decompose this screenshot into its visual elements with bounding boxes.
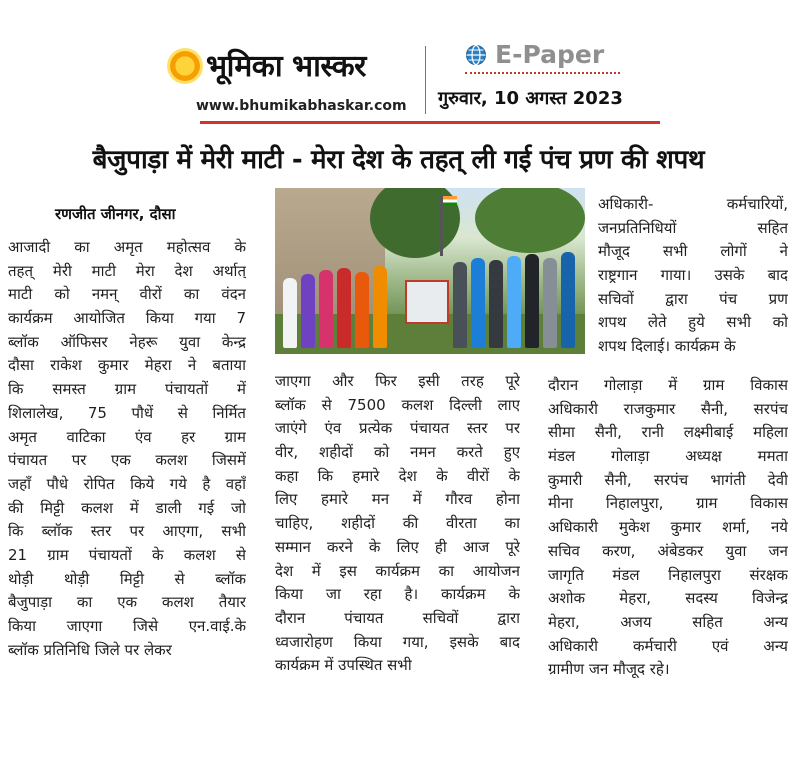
dotted-rule bbox=[465, 72, 620, 74]
text-line: अधिकारी मुकेश कुमार शर्मा, नये bbox=[548, 518, 788, 537]
photo-person bbox=[561, 252, 575, 348]
text-line: मौजूद सभी लोगों ने bbox=[598, 242, 788, 261]
article-column-2 bbox=[275, 370, 520, 678]
text-line: जागृति मंडल निहालपुरा संरक्षक bbox=[548, 565, 788, 584]
photo-person bbox=[319, 270, 333, 348]
article-column-3-top bbox=[598, 193, 788, 359]
photo-person bbox=[337, 268, 351, 348]
text-line: ब्लॉक ऑफिसर नेहरू युवा केन्द्र bbox=[8, 332, 246, 351]
text-line: ध्वजारोहण किया गया, इसके बाद bbox=[275, 632, 520, 651]
text-line: सम्मान करने के लिए ही आज पूरे bbox=[275, 537, 520, 556]
text-line: राष्ट्रगान गाया। उसके बाद bbox=[598, 266, 788, 285]
text-line: दौसा राकेश कुमार मेहरा ने बताया bbox=[8, 356, 246, 375]
text-line: देश में इस कार्यक्रम का आयोजन bbox=[275, 561, 520, 580]
globe-icon bbox=[465, 44, 487, 66]
masthead bbox=[0, 0, 797, 125]
text-line: अधिकारी कर्मचारी एवं अन्य bbox=[548, 636, 788, 655]
brand-url[interactable]: www.bhumikabhaskar.com bbox=[196, 98, 407, 114]
photo-person bbox=[543, 258, 557, 348]
text-line: कार्यक्रम आयोजित किया गया 7 bbox=[8, 309, 246, 328]
text-line: वीर, शहीदों को नमन करते हुए bbox=[275, 443, 520, 462]
text-line: माटी को नमन् वीरों का वंदन bbox=[8, 285, 246, 304]
brand-name: भूमिका भास्कर bbox=[206, 49, 366, 84]
text-line: शिलालेख, 75 पौधें से निर्मित bbox=[8, 403, 246, 422]
text-line: सचिव करण, अंबेडकर युवा जन bbox=[548, 541, 788, 560]
red-rule bbox=[200, 121, 660, 124]
masthead-divider bbox=[425, 46, 426, 114]
text-line: चाहिए, शहीदों की वीरता का bbox=[275, 514, 520, 533]
text-line: ग्रामीण जन मौजूद रहे। bbox=[548, 660, 670, 679]
text-line: थोड़ी थोड़ी मिट्टी से ब्लॉक bbox=[8, 569, 246, 588]
photo-person bbox=[283, 278, 297, 348]
text-line: तहत् मेरी माटी मेरा देश अर्थात् bbox=[8, 261, 246, 280]
photo-person bbox=[507, 256, 521, 348]
text-line: मेहरा, अजय सहित अन्य bbox=[548, 612, 788, 631]
text-line: शपथ लेते हुये सभी को bbox=[598, 313, 788, 332]
text-line: लिए हमारे मन में गौरव होना bbox=[275, 490, 520, 509]
text-line: बैजुपाड़ा का एक कलश तैयार bbox=[8, 593, 246, 612]
photo-person bbox=[373, 266, 387, 348]
article-column-1 bbox=[8, 236, 246, 662]
text-line: कहा कि हमारे देश के वीरों के bbox=[275, 466, 520, 485]
text-line: जहाँ पौधे रोपित किये गये है वहाँ bbox=[8, 474, 246, 493]
text-line: अशोक मेहरा, सदस्य विजेन्द्र bbox=[548, 589, 788, 608]
text-line: अधिकारी राजकुमार सैनी, सरपंच bbox=[548, 399, 788, 418]
text-line: सीमा सैनी, रानी लक्ष्मीबाई महिला bbox=[548, 423, 788, 442]
photo-person bbox=[471, 258, 485, 348]
text-line: कि ब्लॉक स्तर पर आएगा, सभी bbox=[8, 522, 246, 541]
text-line: ब्लॉक प्रतिनिधि जिले पर लेकर bbox=[8, 640, 172, 659]
flag-icon bbox=[440, 196, 443, 256]
text-line: किया जा रहा है। कार्यक्रम के bbox=[275, 585, 520, 604]
article-photo bbox=[275, 188, 585, 354]
photo-tree bbox=[475, 188, 585, 253]
article-headline: बैजुपाड़ा में मेरी माटी - मेरा देश के तहत् ली गई पंच प्रण की शपथ bbox=[92, 145, 705, 175]
photo-person bbox=[355, 272, 369, 348]
text-line: अमृत वाटिका एंव हर ग्राम bbox=[8, 427, 246, 446]
photo-person bbox=[525, 254, 539, 348]
text-line: पंचायत पर एक कलश जिसमें bbox=[8, 451, 246, 470]
photo-person bbox=[301, 274, 315, 348]
article-column-3-bottom bbox=[548, 374, 788, 682]
text-line: मीना निहालपुरा, ग्राम विकास bbox=[548, 494, 788, 513]
text-line: जाएंगे एंव प्रत्येक पंचायत स्तर पर bbox=[275, 419, 520, 438]
text-line: सचिवों द्वारा पंच प्रण bbox=[598, 289, 788, 308]
text-line: मंडल गोलाड़ा अध्यक्ष ममता bbox=[548, 447, 788, 466]
text-line: कि समस्त ग्राम पंचायतों में bbox=[8, 380, 246, 399]
text-line: दौरान पंचायत सचिवों द्वारा bbox=[275, 608, 520, 627]
photo-banner bbox=[405, 280, 449, 324]
photo-person bbox=[453, 262, 467, 348]
text-line: शपथ दिलाई। कार्यक्रम के bbox=[598, 337, 736, 356]
text-line: की मिट्टी कलश में डाली गई जो bbox=[8, 498, 246, 517]
text-line: आजादी का अमृत महोत्सव के bbox=[8, 238, 246, 256]
text-line: किया जाएगा जिसे एन.वाई.के bbox=[8, 617, 246, 635]
text-line: दौरान गोलाड़ा में ग्राम विकास bbox=[548, 376, 788, 394]
article-byline: रणजीत जीनगर, दौसा bbox=[55, 205, 176, 223]
text-line: जाएगा और फिर इसी तरह पूरे bbox=[275, 372, 520, 390]
publication-date: गुरुवार, 10 अगस्त 2023 bbox=[438, 88, 623, 109]
text-line: ब्लॉक से 7500 कलश दिल्ली लाए bbox=[275, 395, 520, 414]
text-line: अधिकारी- कर्मचारियों, bbox=[598, 195, 788, 213]
epaper-label: E-Paper bbox=[495, 40, 605, 69]
text-line: 21 ग्राम पंचायतों के कलश से bbox=[8, 545, 246, 564]
text-line: कुमारी सैनी, सरपंच भागंती देवी bbox=[548, 470, 788, 489]
sun-logo-icon bbox=[170, 51, 200, 81]
text-line: कार्यक्रम में उपस्थित सभी bbox=[275, 656, 412, 675]
photo-person bbox=[489, 260, 503, 348]
text-line: जनप्रतिनिधियों सहित bbox=[598, 218, 788, 237]
